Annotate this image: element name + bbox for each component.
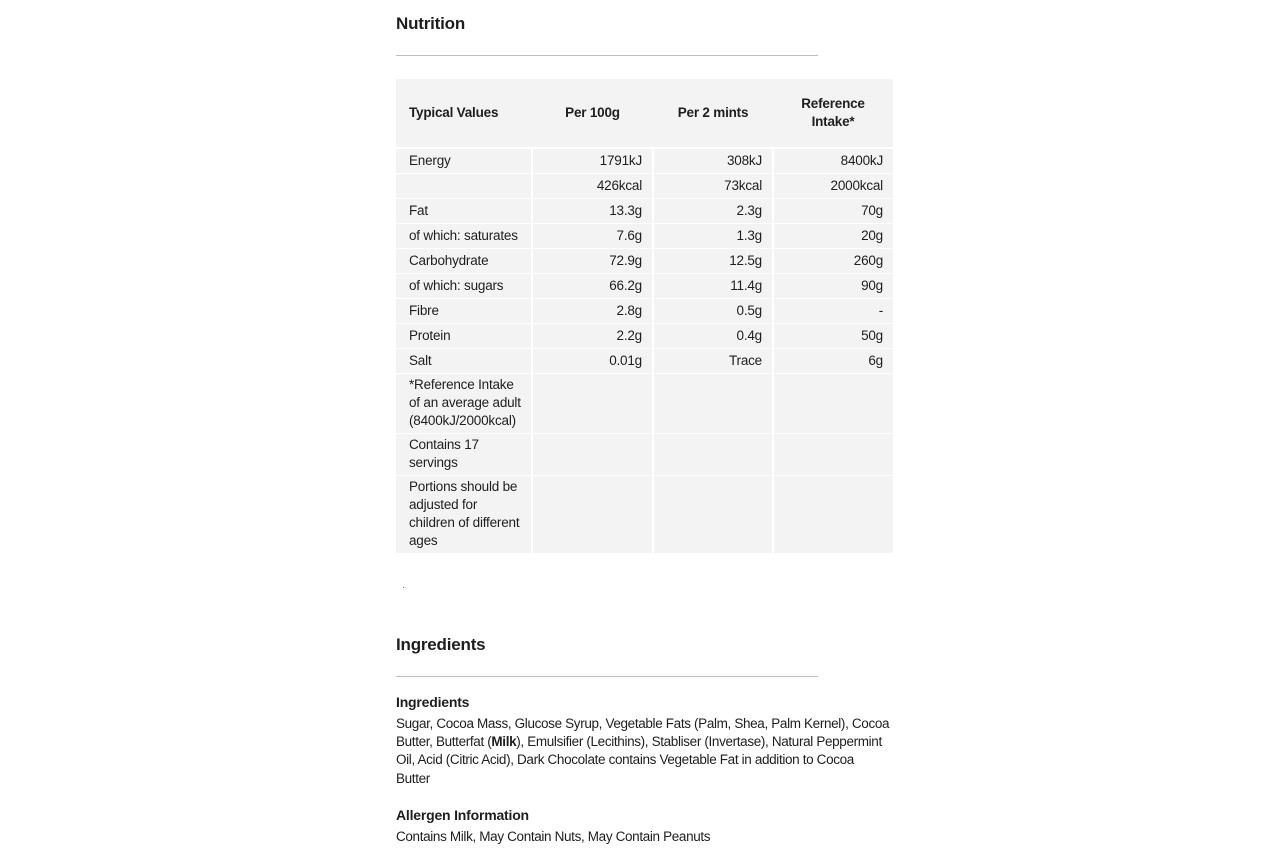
reference-intake-value: 8400kJ [773, 148, 893, 174]
ingredients-list [396, 715, 891, 788]
per-100g-value: 2.8g [532, 299, 653, 324]
empty-cell [773, 434, 893, 476]
nutrient-name: Salt [396, 349, 532, 374]
empty-cell [773, 476, 893, 554]
table-row [396, 174, 893, 199]
column-header: Reference Intake* [773, 79, 893, 148]
nutrition-heading: Nutrition [396, 14, 466, 33]
ingredients-text: Sugar, Cocoa Mass, Glucose Syrup, Vegetable Fats (Palm, Shea, Palm Kernel), Cocoa Butter, Butterfat ( [396, 716, 890, 750]
empty-cell [653, 476, 773, 554]
per-serving-value: 0.4g [653, 324, 773, 349]
column-header: Per 2 mints [653, 79, 773, 148]
per-serving-value: 0.5g [653, 299, 773, 324]
ingredients-subheading: Ingredients [396, 694, 470, 710]
table-note-row [396, 434, 893, 476]
nutrient-name: of which: sugars [396, 274, 532, 299]
per-100g-value: 0.01g [532, 349, 653, 374]
per-100g-value: 2.2g [532, 324, 653, 349]
table-header-row [396, 79, 893, 148]
per-100g-value: 7.6g [532, 224, 653, 249]
per-100g-value: 1791kJ [532, 148, 653, 174]
table-row [396, 274, 893, 299]
empty-cell [532, 434, 653, 476]
empty-cell [653, 434, 773, 476]
per-serving-value: 308kJ [653, 148, 773, 174]
table-row [396, 349, 893, 374]
nutrient-name: Protein [396, 324, 532, 349]
per-serving-value: 12.5g [653, 249, 773, 274]
reference-intake-value: 20g [773, 224, 893, 249]
nutrient-name: Carbohydrate [396, 249, 532, 274]
reference-intake-value: 50g [773, 324, 893, 349]
nutrient-name [396, 174, 532, 199]
table-note-row [396, 374, 893, 434]
nutrient-name: of which: saturates [396, 224, 532, 249]
empty-cell [532, 476, 653, 554]
reference-intake-value: - [773, 299, 893, 324]
column-header: Typical Values [396, 79, 532, 148]
divider [396, 676, 818, 677]
per-serving-value: 2.3g [653, 199, 773, 224]
table-row [396, 299, 893, 324]
ingredients-text: ), Emulsifier (Lecithins), Stabliser (Invertase), Natural Peppermint Oil, Acid (Citric Acid), Dark Chocolate contains Vegetable Fat in addition to Cocoa Butter [396, 734, 882, 786]
per-100g-value: 72.9g [532, 249, 653, 274]
per-serving-value: 1.3g [653, 224, 773, 249]
nutrient-name: Fat [396, 199, 532, 224]
divider [396, 55, 818, 56]
empty-cell [532, 374, 653, 434]
reference-intake-note: *Reference Intake of an average adult (8400kJ/2000kcal) [396, 374, 532, 434]
reference-intake-value: 6g [773, 349, 893, 374]
reference-intake-value: 70g [773, 199, 893, 224]
reference-intake-value: 90g [773, 274, 893, 299]
empty-cell [773, 374, 893, 434]
table-row [396, 249, 893, 274]
allergen-highlight: Milk [491, 734, 517, 750]
table-row [396, 148, 893, 174]
stray-mark: · [402, 582, 406, 593]
reference-intake-value: 2000kcal [773, 174, 893, 199]
table-row [396, 324, 893, 349]
servings-note: Contains 17 servings [396, 434, 532, 476]
column-header: Per 100g [532, 79, 653, 148]
empty-cell [653, 374, 773, 434]
table-row [396, 224, 893, 249]
nutrition-table [396, 79, 893, 554]
allergen-info: Contains Milk, May Contain Nuts, May Contain Peanuts [396, 829, 711, 844]
per-serving-value: Trace [653, 349, 773, 374]
nutrient-name: Energy [396, 148, 532, 174]
per-serving-value: 73kcal [653, 174, 773, 199]
allergen-subheading: Allergen Information [396, 807, 529, 823]
nutrient-name: Fibre [396, 299, 532, 324]
per-100g-value: 13.3g [532, 199, 653, 224]
per-100g-value: 66.2g [532, 274, 653, 299]
ingredients-heading: Ingredients [396, 635, 486, 654]
per-100g-value: 426kcal [532, 174, 653, 199]
table-note-row [396, 476, 893, 554]
reference-intake-value: 260g [773, 249, 893, 274]
per-serving-value: 11.4g [653, 274, 773, 299]
table-row [396, 199, 893, 224]
portions-note: Portions should be adjusted for children of different ages [396, 476, 532, 554]
